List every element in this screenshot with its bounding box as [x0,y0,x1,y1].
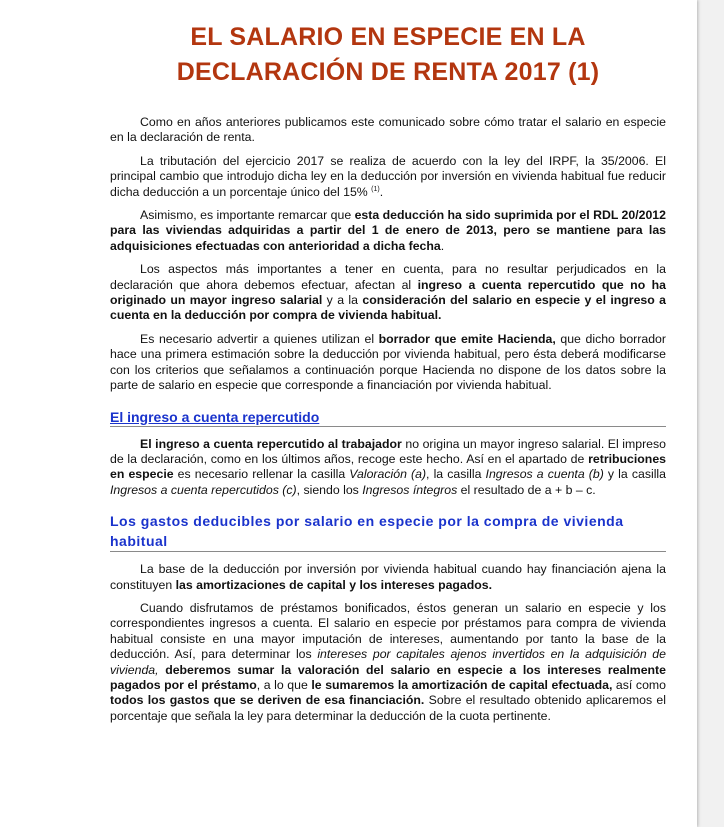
intro-paragraph-1: Como en años anteriores publicamos este comunicado sobre cómo tratar el salario en especie en la declaración de renta. [110,115,666,145]
s1-bold-2: retribuciones en especie [110,451,666,482]
s1-text-3: , la casilla [426,467,486,482]
s1-text-4: y la casilla [603,467,666,482]
intro-paragraph-5-c: que dicho borrador hace una primera estimación sobre la deducción por vivienda habitual, pero ésta deberá modificarse con los criterios que señalamos a continuación porque Hacienda no dispone de los datos sobre la parte de salario en especie que corresponde a financiación por vivienda habitual. [110,331,666,393]
document-title [110,20,666,90]
s2-p2-bold-3: todos los gastos que se deriven de esa financiación. [110,693,425,708]
intro-paragraph-4-bold-2: consideración del salario en especie y el ingreso a cuenta en la deducción por compra de vivienda habitual. [110,293,666,323]
s1-text-1: no origina un mayor ingreso salarial. El impreso de la declaración, como en los últimos años, recoge este hecho. Así en el apartado de [110,436,667,466]
s2-p2-text-4: Sobre el resultado obtenido aplicaremos el porcentaje que señala la ley para determinar la deducción de la cuota pertinente. [110,693,666,723]
section-2-heading [110,512,666,552]
intro-paragraph-5-bold: borrador que emite Hacienda, [378,331,556,346]
s2-p1-bold: las amortizaciones de capital y los intereses pagados. [175,577,493,592]
footnote-ref: (1) [371,185,380,193]
s2-p2-bold-1: deberemos sumar la valoración del salario en especie a los intereses realmente pagados por el préstamo [110,662,666,692]
s1-bold-1: El ingreso a cuenta repercutido al trabajador [140,436,402,451]
s1-italic-4: Ingresos íntegros [362,482,458,497]
title-line-2: DECLARACIÓN DE RENTA 2017 (1) [176,58,600,86]
intro-paragraph-3 [110,208,666,254]
s2-p2-text-2: , a lo que [256,677,312,692]
document-content [110,20,666,732]
s2-p2-text-3: así como [612,677,666,692]
intro-paragraph-4-a: Los aspectos más importantes a tener en cuenta, para no resultar perjudicados en la declaración que ahora debemos efectuar, afectan al [110,262,666,292]
s1-italic-1: Valoración (a) [349,467,427,482]
s1-text-6: el resultado de a + b – c. [457,482,596,497]
s1-text-5: , siendo los [296,482,363,497]
section-2-heading-text: Los gastos deducibles por salario en especie por la compra de vivienda habitual [110,513,624,549]
s2-p1-text: La base de la deducción por inversión por vivienda habitual cuando hay financiación ajena la constituyen [110,562,666,592]
intro-paragraph-5-a: Es necesario advertir a quienes utilizan el [140,331,379,346]
s1-text-2: es necesario rellenar la casilla [173,467,350,482]
s2-p2-italic: intereses por capitales ajenos invertidos en la adquisición de vivienda, [110,647,666,677]
section-1-heading-text: El ingreso a cuenta repercutido [110,408,320,425]
title-line-1: EL SALARIO EN ESPECIE EN LA [190,23,586,51]
intro-paragraph-4-bold-1: ingreso a cuenta repercutido que no ha originado un mayor ingreso salarial [110,277,666,308]
intro-paragraph-3-a: Asimismo, es importante remarcar que [140,208,355,223]
intro-paragraph-3-bold: esta deducción ha sido suprimida por el RDL 20/2012 para las viviendas adquiridas a partir del 1 de enero de 2013, pero se mantiene para las adquisiciones efectuadas con anterioridad a dicha fecha [110,208,666,253]
section-1-heading [110,408,666,427]
intro-paragraph-2-end: . [379,184,384,199]
intro-paragraph-2 [110,154,666,200]
intro-paragraph-3-c: . [440,238,445,253]
section-2-paragraph-1 [110,562,666,593]
s1-italic-2: Ingresos a cuenta (b) [485,467,604,482]
intro-paragraph-2-text: La tributación del ejercicio 2017 se realiza de acuerdo con la ley del IRPF, la 35/2006. El principal cambio que introdujo dicha ley en la deducción por inversión en vivienda habitual fue reducir dicha deducción a un porcentaje único del 15% [110,153,666,199]
intro-paragraph-4 [110,262,666,324]
intro-paragraph-4-c: y a la [322,293,363,308]
s2-p2-bold-2: le sumaremos la amortización de capital efectuada, [311,677,613,692]
s2-p2-text-1: Cuando disfrutamos de préstamos bonificados, éstos generan un salario en especie y los correspondientes ingresos a cuenta. El salario en especie por préstamos para compra de vivienda habitual consiste en una mayor imputación de intereses, aumentando por tanto la base de la deducción. Así, para determinar los [110,600,666,662]
section-2-paragraph-2 [110,601,666,724]
intro-paragraph-5 [110,332,666,394]
section-1-paragraph-1 [110,437,666,499]
intro-section [110,115,666,394]
s1-italic-3: Ingresos a cuenta repercutidos (c) [110,482,297,497]
